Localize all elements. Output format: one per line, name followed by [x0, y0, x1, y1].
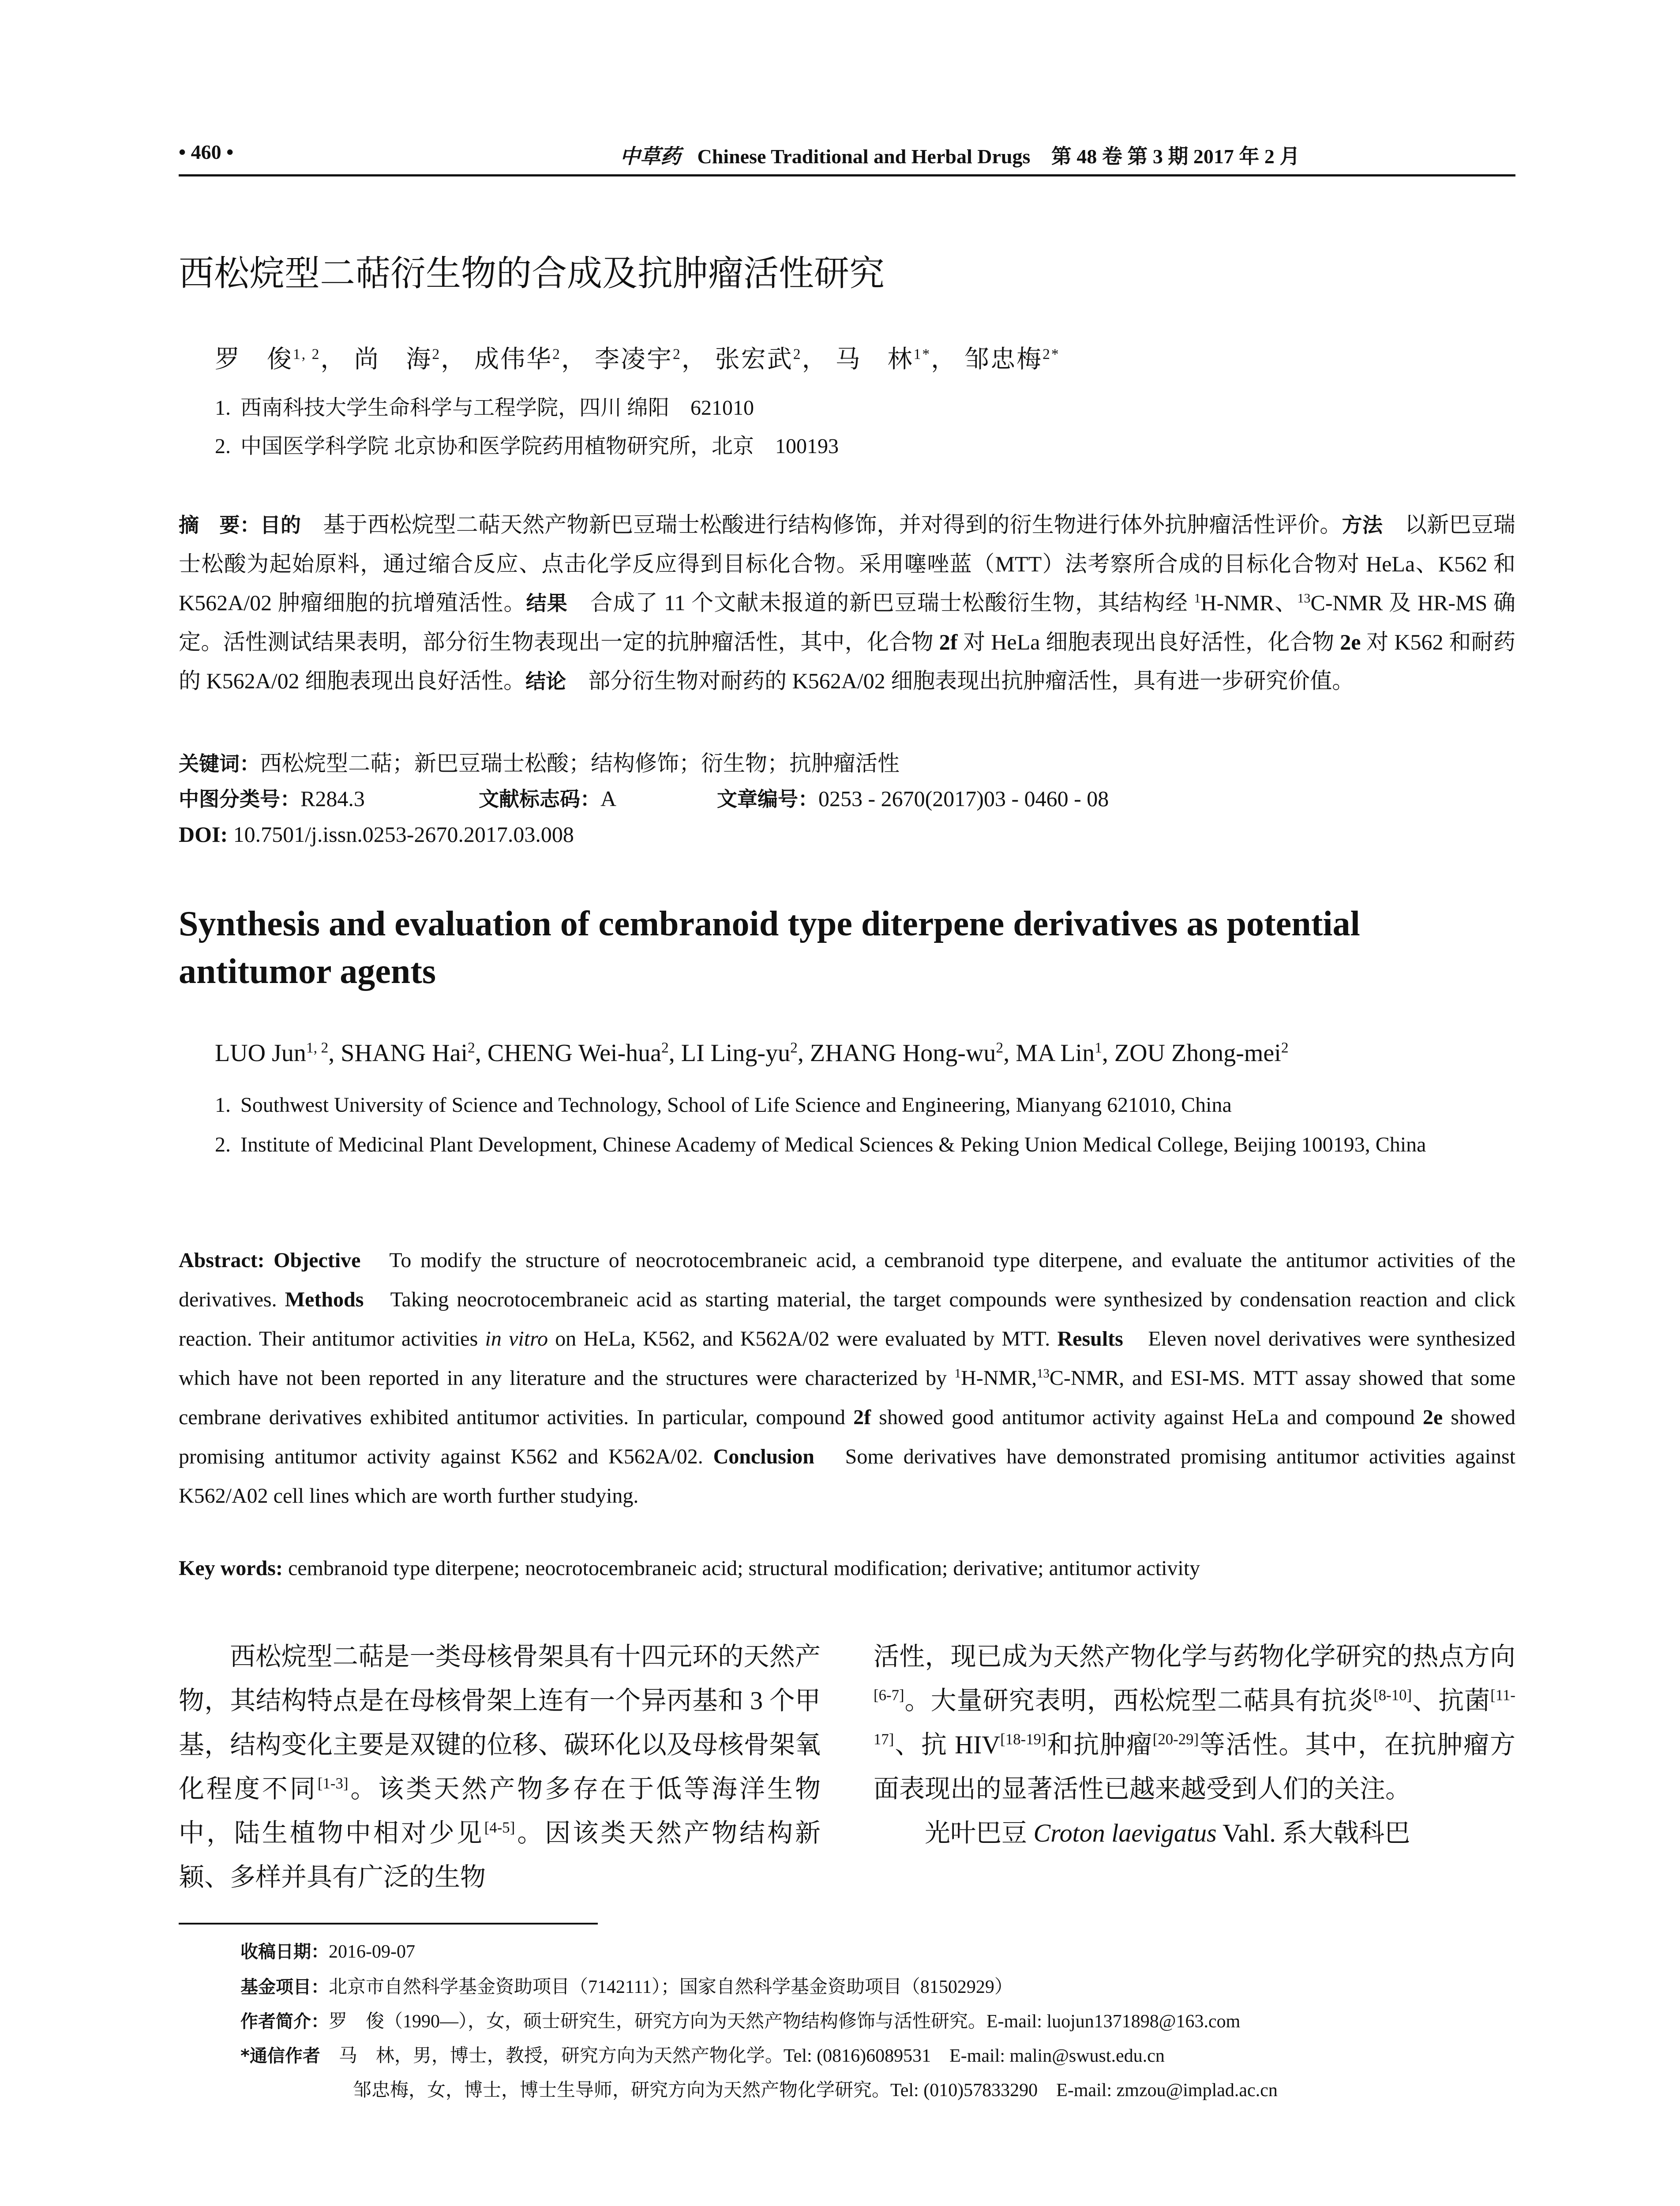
keywords-label: Key words:: [179, 1557, 283, 1580]
doi-line: [179, 822, 574, 847]
footnote-text: 北京市自然科学基金资助项目（7142111）；国家自然科学基金资助项目（81502929）: [329, 1977, 1013, 1997]
results-text: C-NMR 及 HR-MS 确定。活性测试结果表明，部分衍生物表现出一定的抗肿瘤活性，其中，化合物: [179, 590, 1515, 654]
article-no-value: 0253 - 2670(2017)03 - 0460 - 08: [818, 786, 1109, 811]
body-text: 、抗菌: [1412, 1686, 1491, 1715]
author-name: 罗 俊: [215, 346, 293, 373]
header-rule: [179, 174, 1515, 176]
author-name: 李凌宇: [594, 346, 673, 373]
abstract-cn: [179, 505, 1515, 701]
body-text: Vahl. 系大戟科巴: [1216, 1819, 1410, 1847]
conclusion-label: Conclusion: [713, 1445, 814, 1468]
conclusion-text: 部分衍生物对耐药的 K562A/02 细胞表现出抗肿瘤活性，具有进一步研究价值。: [566, 668, 1354, 693]
affiliation-number: 1.: [215, 396, 231, 420]
doc-code-value: A: [600, 786, 617, 811]
conclusion-text: Some derivatives have demonstrated promising antitumor activities against K562/A02 cell lines which are worth further studying.: [179, 1445, 1515, 1508]
author-name: 马 林: [835, 346, 914, 373]
methods-label: Methods: [285, 1288, 364, 1311]
affiliation-text: 中国医学科学院 北京协和医学院药用植物研究所，北京 100193: [240, 435, 839, 458]
author-affil-mark: 2: [1281, 1039, 1289, 1056]
author-name: LUO Jun: [215, 1039, 306, 1067]
isotope-superscript: 13: [1037, 1366, 1050, 1381]
affiliation-number: 2.: [215, 435, 231, 458]
species-name: Croton laevigatus: [1033, 1819, 1217, 1847]
affiliation-number: 1.: [215, 1093, 231, 1117]
affiliation-cn-1: [215, 390, 754, 421]
author-affil-mark: 2: [552, 346, 561, 363]
doi-label: DOI:: [179, 822, 228, 847]
author-affil-mark: 1*: [913, 346, 931, 363]
methods-text: 以新巴豆瑞士松酸为起始原料，通过缩合反应、点击化学反应得到目标化合物。采用噻唑蓝（MTT）法考察所合成的目标化合物对 HeLa、K562 和 K562A/02 肿瘤细胞的抗增殖活性。: [179, 512, 1516, 615]
footnote-funding: [240, 1972, 1013, 1999]
author-affil-mark: 1, 2: [306, 1039, 329, 1056]
footnote-received: [240, 1938, 415, 1963]
title-en: Synthesis and evaluation of cembranoid type diterpene derivatives as potential antitumor agents: [179, 904, 1360, 991]
keywords-en: [179, 1556, 1200, 1580]
article-no-label: 文章编号：: [717, 787, 818, 811]
footnote-label: 收稿日期：: [240, 1942, 329, 1962]
author-name: SHANG Hai: [341, 1039, 468, 1067]
results-text: 对 HeLa 细胞表现出良好活性，化合物: [957, 630, 1340, 654]
results-text: showed promising antitumor activity against K562 and K562A/02.: [179, 1406, 1515, 1468]
results-text: C-NMR, and ESI-MS. MTT assay showed that some cembrane derivatives exhibited antitumor activities. In particular, compound: [179, 1366, 1515, 1429]
footnote-text: 罗 俊（1990—），女，硕士研究生，研究方向为天然产物结构修饰与活性研究。E-mail: luojun1371898@163.com: [329, 2011, 1241, 2032]
results-label: 结果: [526, 591, 568, 615]
body-text: 光叶巴豆: [925, 1819, 1034, 1847]
author-affil-mark: 1: [1095, 1039, 1102, 1056]
author-name: ZOU Zhong-mei: [1114, 1039, 1281, 1067]
compound-label: 2f: [939, 630, 958, 654]
author-affil-mark: 2: [468, 1039, 475, 1056]
author-name: CHENG Wei-hua: [487, 1039, 661, 1067]
citation: [8-10]: [1373, 1686, 1412, 1704]
affiliation-number: 2.: [215, 1133, 231, 1156]
author-affil-mark: 2: [432, 346, 441, 363]
abstract-en: [179, 1241, 1515, 1516]
classification-line: [179, 783, 1109, 812]
affiliation-en-2: [215, 1125, 1516, 1165]
footnote-label: 作者简介：: [240, 2011, 329, 2032]
results-label: Results: [1057, 1327, 1123, 1351]
affiliation-en-1: [215, 1085, 1516, 1125]
keywords-cn: [179, 746, 900, 777]
body-text: 活性，现已成为天然产物化学与药物化学研究的热点方向: [874, 1642, 1515, 1671]
author-affil-mark: 2: [661, 1039, 669, 1056]
methods-text: on HeLa, K562, and K562A/02 were evaluated by MTT.: [548, 1327, 1058, 1351]
isotope-superscript: 13: [1297, 591, 1311, 606]
author-affil-mark: 2: [672, 346, 682, 363]
author-name: 尚 海: [354, 346, 432, 373]
abstract-label: 摘 要：: [179, 513, 260, 537]
journal-name-cn: 中草药: [620, 145, 681, 168]
author-affil-mark: 2*: [1042, 346, 1060, 363]
body-text: 西松烷型二萜是一类母核骨架具有十四元环的天然产物，其结构特点是在母核骨架上连有一个异丙基和 3 个甲基，结构变化主要是双键的位移、碳环化以及母核骨架氧化程度不同: [179, 1642, 821, 1803]
body-text: 。大量研究表明，西松烷型二萜具有抗炎: [904, 1686, 1374, 1715]
objective-text: To modify the structure of neocrotocembraneic acid, a cembranoid type diterpene, and evaluate the antitumor activities of the derivatives.: [179, 1249, 1515, 1311]
clc-value: R284.3: [300, 786, 365, 811]
body-paragraph: [179, 1635, 821, 1899]
citation: [4-5]: [484, 1819, 515, 1836]
results-text: showed good antitumor activity against HeLa and compound: [871, 1406, 1423, 1429]
footnote-rule: [179, 1923, 598, 1925]
footnote-label: 基金项目：: [240, 1977, 329, 1997]
title-cn: 西松烷型二萜衍生物的合成及抗肿瘤活性研究: [179, 253, 885, 294]
methods-text: Taking neocrotocembraneic acid as starting material, the target compounds were synthesized by condensation reaction and click reaction. Their antitumor activities: [179, 1288, 1515, 1351]
footnote-text: 马 林，男，博士，教授，研究方向为天然产物化学。Tel: (0816)6089531 E-mail: malin@swust.edu.cn: [320, 2046, 1165, 2066]
body-paragraph: [874, 1635, 1515, 1811]
body-column-left: [179, 1635, 821, 1899]
affiliation-text: 西南科技大学生命科学与工程学院，四川 绵阳 621010: [240, 396, 754, 420]
author-name: LI Ling-yu: [681, 1039, 791, 1067]
in-vitro-term: in vitro: [485, 1327, 548, 1351]
footnote-corresponding: [240, 2041, 1165, 2067]
affiliation-cn-2: [215, 429, 839, 459]
affiliation-text: Southwest University of Science and Technology, School of Life Science and Engineering, Mianyang 621010, China: [240, 1093, 1232, 1117]
body-text: 、抗 HIV: [894, 1730, 1001, 1759]
results-text: 对 K562 和耐药的 K562A/02 细胞表现出良好活性。: [179, 630, 1515, 693]
keywords-text: 西松烷型二萜；新巴豆瑞士松酸；结构修饰；衍生物；抗肿瘤活性: [260, 751, 900, 776]
clc-label: 中图分类号：: [179, 787, 300, 811]
journal-name-en: Chinese Traditional and Herbal Drugs: [697, 145, 1031, 168]
keywords-text: cembranoid type diterpene; neocrotocembraneic acid; structural modification; derivative; antitumor activity: [282, 1557, 1200, 1580]
citation: [1-3]: [317, 1775, 349, 1792]
footnote-text: 2016-09-07: [329, 1942, 415, 1962]
footnote-corresponding-2: [353, 2075, 1278, 2102]
isotope-superscript: 1: [1194, 591, 1201, 606]
footnote-author-bio: [240, 2007, 1240, 2033]
page-number: • 460 •: [179, 141, 234, 163]
methods-label: 方法: [1342, 513, 1383, 537]
author-name: ZHANG Hong-wu: [810, 1039, 996, 1067]
footnote-text: 邹忠梅，女，博士，博士生导师，研究方向为天然产物化学研究。Tel: (010)57833290 E-mail: zmzou@implad.ac.cn: [353, 2080, 1278, 2101]
body-text: 。该类天然产物多存在于低等海洋生物中，陆生植物中相对少见: [179, 1775, 821, 1847]
footnote-label: *通信作者: [240, 2046, 320, 2066]
citation: [6-7]: [874, 1686, 904, 1704]
abstract-objective-label: Abstract: Objective: [179, 1249, 361, 1272]
journal-issue: 第 48 卷 第 3 期 2017 年 2 月: [1051, 145, 1300, 168]
compound-label: 2e: [1422, 1406, 1443, 1429]
author-affil-mark: 1, 2: [293, 346, 321, 363]
author-affil-mark: 2: [996, 1039, 1004, 1056]
body-text: 和抗肿瘤: [1046, 1730, 1153, 1759]
author-affil-mark: 2: [790, 1039, 798, 1056]
results-text: Eleven novel derivatives were synthesized which have not been reported in any literature and the structures were characterized by: [179, 1327, 1515, 1390]
authors-en: LUO Jun$^{1, 2}$, SHANG Hai$^2$, CHENG Wei-hua$^2$, LI Ling-$yu^2$, ZHANG Hong-$wu^2$, MA Lin$^1$, ZOU Zhong-mei$^2$: [215, 1039, 1289, 1067]
authors-cn: 罗 俊$^{1, 2}$， 尚 海$^2$， 成伟华$^2$， 李凌宇$^2$， 张宏武$^2$， 马 林$^{1*}$， 邹忠梅$^{2*}$: [215, 346, 1060, 373]
conclusion-label: 结论: [525, 669, 566, 693]
results-text: 合成了 11 个文献未报道的新巴豆瑞士松酸衍生物，其结构经: [567, 590, 1194, 615]
citation: [11-17]: [874, 1686, 1515, 1748]
compound-label: 2e: [1340, 630, 1361, 654]
journal-line: [620, 140, 1300, 169]
body-text: 。因该类天然产物结构新颖、多样并具有广泛的生物: [179, 1819, 821, 1891]
body-text: 等活性。其中，在抗肿瘤方面表现出的显著活性已越来越受到人们的关注。: [874, 1730, 1515, 1803]
keywords-label: 关键词：: [179, 752, 260, 776]
body-paragraph: [874, 1811, 1515, 1855]
objective-label: 目的: [260, 513, 301, 537]
citation: [20-29]: [1152, 1730, 1199, 1748]
doi-value: 10.7501/j.issn.0253-2670.2017.03.008: [228, 822, 574, 847]
author-name: 成伟华: [474, 346, 553, 373]
affiliation-text: Institute of Medicinal Plant Development, Chinese Academy of Medical Sciences & Peking Union Medical College, Beijing 100193, China: [240, 1133, 1426, 1156]
results-text: H-NMR、: [1200, 590, 1298, 615]
objective-text: 基于西松烷型二萜天然产物新巴豆瑞士松酸进行结构修饰，并对得到的衍生物进行体外抗肿瘤活性评价。: [301, 512, 1342, 537]
author-name: MA Lin: [1016, 1039, 1095, 1067]
citation: [18-19]: [1000, 1730, 1046, 1748]
results-text: H-NMR,: [961, 1366, 1037, 1390]
body-column-right: [874, 1635, 1515, 1855]
isotope-superscript: 1: [954, 1366, 961, 1381]
doc-code-label: 文献标志码：: [479, 787, 600, 811]
author-name: 邹忠梅: [964, 346, 1043, 373]
compound-label: 2f: [853, 1406, 871, 1429]
author-name: 张宏武: [715, 346, 793, 373]
author-affil-mark: 2: [793, 346, 802, 363]
